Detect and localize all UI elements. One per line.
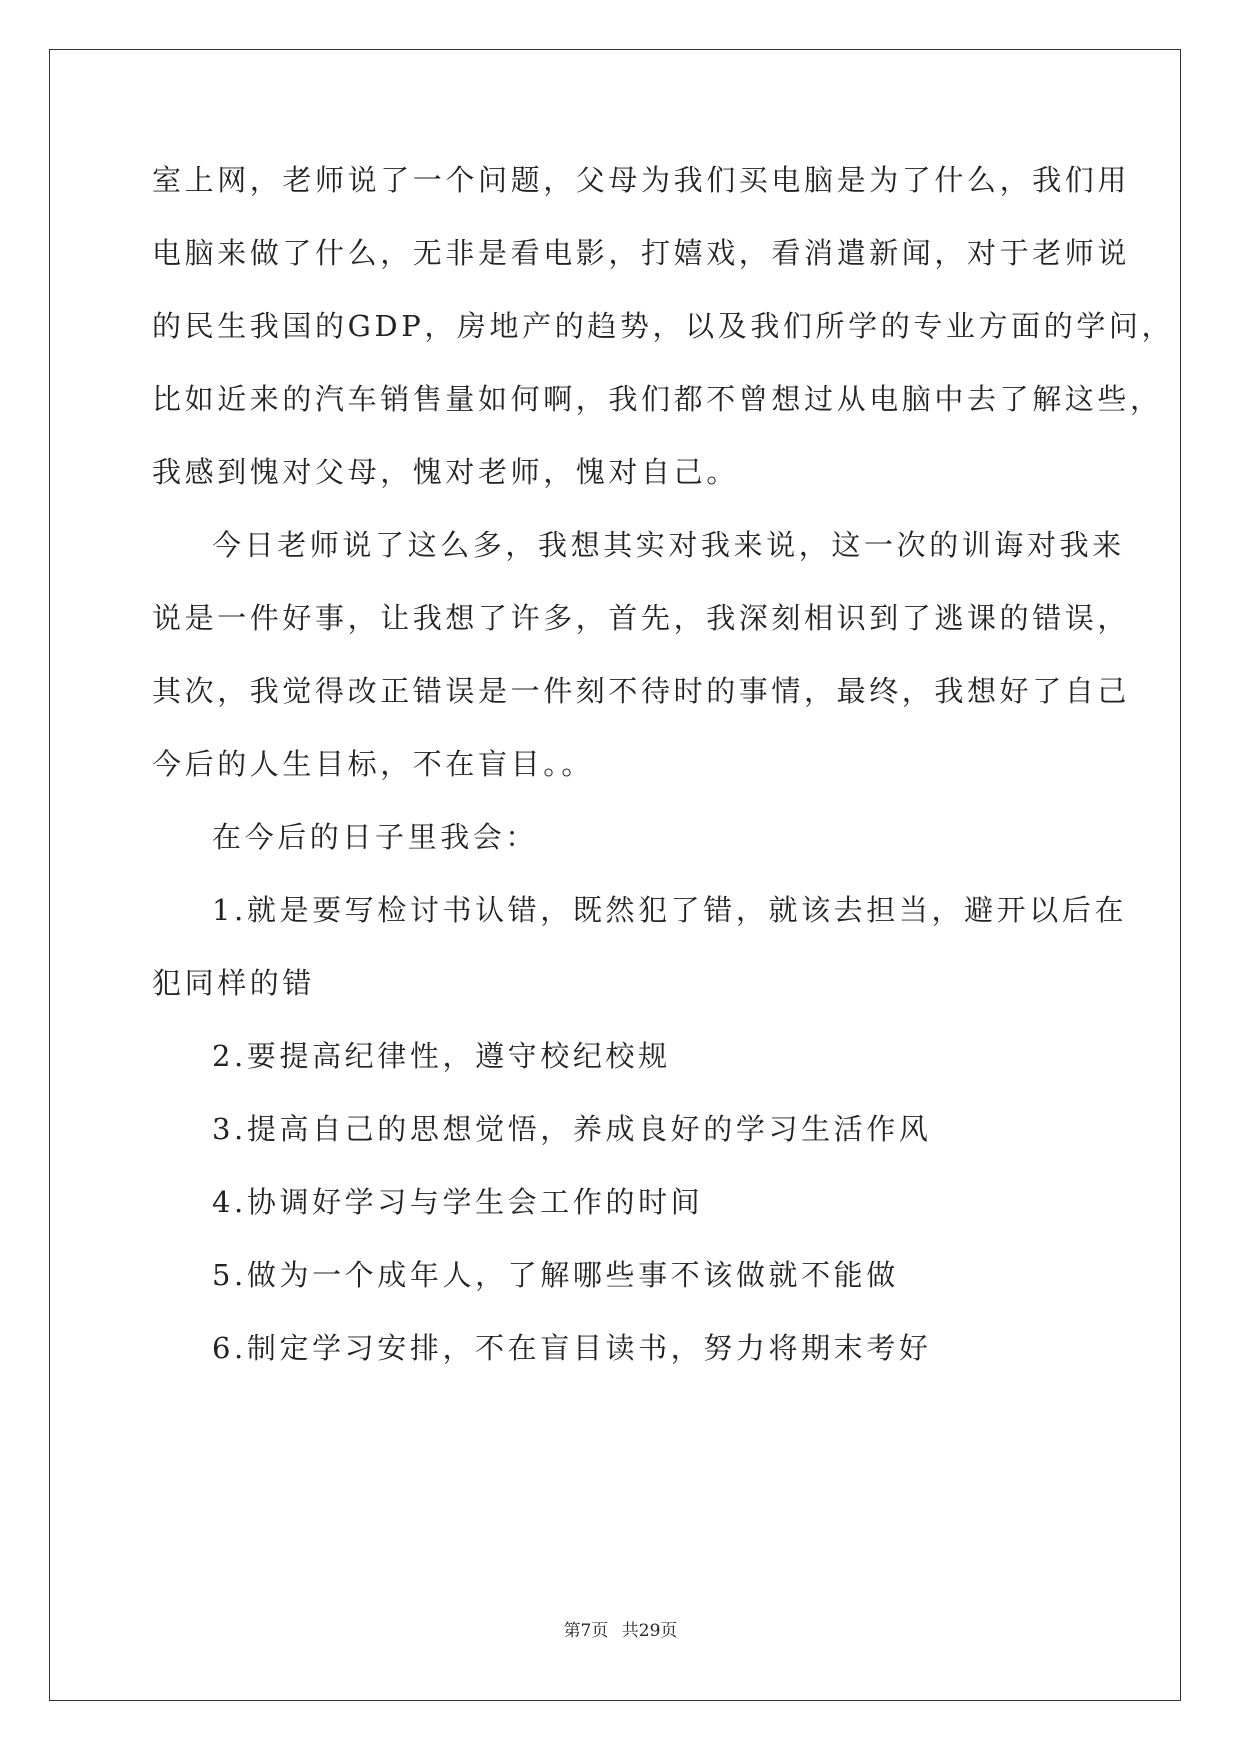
list-item-6: 6.制定学习安排，不在盲目读书，努力将期末考好	[212, 1331, 932, 1365]
total-pages: 共29页	[621, 1621, 678, 1641]
list-item-4: 4.协调好学习与学生会工作的时间	[212, 1185, 704, 1219]
list-item-1: 1.就是要写检讨书认错，既然犯了错，就该去担当，避开以后在	[212, 893, 1128, 927]
text-line: 今后的人生目标，不在盲目。。	[152, 747, 594, 781]
text-line: 室上网，老师说了一个问题，父母为我们买电脑是为了什么，我们用	[152, 163, 1131, 197]
page-border	[49, 49, 1181, 1701]
text-line: 我感到愧对父母，愧对老师，愧对自己。	[152, 455, 739, 489]
page-footer	[0, 1616, 1241, 1641]
paragraph-first-line: 今日老师说了这么多，我想其实对我来说，这一次的训诲对我来	[212, 528, 1125, 562]
list-item-3: 3.提高自己的思想觉悟，养成良好的学习生活作风	[212, 1112, 932, 1146]
list-item-1-continued: 犯同样的错	[152, 966, 316, 1000]
text-line: 其次，我觉得改正错误是一件刻不待时的事情，最终，我想好了自己	[152, 674, 1131, 708]
list-item-2: 2.要提高纪律性，遵守校纪校规	[212, 1039, 671, 1073]
text-line: 说是一件好事，让我想了许多，首先，我深刻相识到了逃课的错误，	[152, 601, 1131, 635]
text-line: 的民生我国的GDP，房地产的趋势，以及我们所学的专业方面的学问，	[152, 309, 1175, 343]
text-line: 电脑来做了什么，无非是看电影，打嬉戏，看消遣新闻，对于老师说	[152, 236, 1131, 270]
paragraph-first-line: 在今后的日子里我会：	[212, 820, 539, 854]
list-item-5: 5.做为一个成年人，了解哪些事不该做就不能做	[212, 1258, 899, 1292]
text-line: 比如近来的汽车销售量如何啊，我们都不曾想过从电脑中去了解这些，	[152, 382, 1163, 416]
page-number: 第7页	[563, 1621, 609, 1641]
